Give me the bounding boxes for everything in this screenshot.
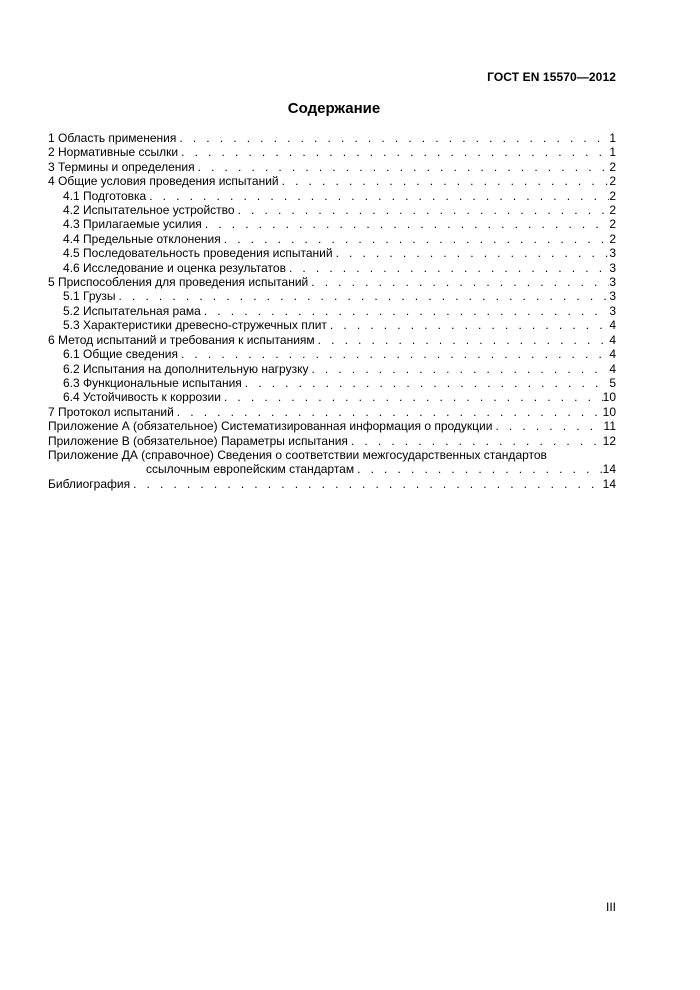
toc-entry-label: 4.2 Испытательное устройство (63, 203, 235, 218)
toc-entry-label: 4.6 Исследование и оценка результатов (63, 260, 286, 275)
toc-entry-label: 7 Протокол испытаний (48, 404, 174, 419)
toc-entry-annex-da-line1[interactable]: Приложение ДА (справочное) Сведения о соответствии межгосударственных стандартов (48, 447, 547, 462)
toc-entry[interactable] (48, 131, 616, 145)
toc-entry-page: 2 (609, 174, 616, 189)
toc-entry[interactable] (48, 217, 616, 231)
toc-dot-leader (333, 246, 610, 260)
toc-entry-label: 4.1 Подготовка (63, 188, 147, 203)
toc-dot-leader (146, 189, 609, 203)
toc-entry-label: 5.2 Испытательная рама (63, 303, 201, 318)
toc-entry-label: 3 Термины и определения (48, 159, 195, 174)
toc-entry-page: 3 (609, 275, 616, 290)
toc-entry-label: 1 Область применения (48, 131, 177, 145)
toc-dot-leader (308, 362, 609, 376)
toc-entry-page: 1 (609, 145, 616, 160)
toc-entry[interactable] (48, 376, 616, 390)
toc-entry-label: 4 Общие условия проведения испытаний (48, 174, 279, 189)
toc-entry-label: 4.4 Предельные отклонения (63, 231, 221, 246)
toc-dot-leader (235, 203, 610, 217)
toc-dot-leader (308, 275, 609, 289)
toc-entry[interactable] (48, 462, 616, 476)
toc-dot-leader (221, 390, 603, 404)
toc-entry-page: 1 (609, 131, 616, 145)
toc-entry-label: 6.3 Функциональные испытания (63, 375, 242, 390)
toc-entry[interactable] (48, 405, 616, 419)
toc-entry[interactable] (48, 145, 616, 159)
toc-entry-label: 4.5 Последовательность проведения испытаний (63, 246, 333, 261)
toc-entry[interactable] (48, 333, 616, 347)
toc-entry[interactable] (48, 232, 616, 246)
toc-entry-page: 2 (609, 159, 616, 174)
toc-entry-page: 2 (609, 188, 616, 203)
toc-entry-label: 5.1 Грузы (63, 289, 116, 304)
toc-entry-page: 3 (609, 246, 616, 261)
toc-entry-label: ссылочным европейским стандартам (146, 462, 355, 477)
toc-entry-label: 6.1 Общие сведения (63, 347, 178, 362)
toc-entry[interactable] (48, 160, 616, 174)
toc-dot-leader (178, 347, 609, 361)
toc-entry-page: 10 (602, 404, 616, 419)
toc-entry[interactable] (48, 304, 616, 318)
toc-entry[interactable] (48, 477, 616, 491)
toc-dot-leader (492, 419, 603, 433)
toc-entry[interactable] (48, 434, 616, 448)
toc-entry-page: 3 (609, 260, 616, 275)
toc-entry-page: 5 (609, 375, 616, 390)
toc-entry[interactable] (48, 289, 616, 303)
toc-entry[interactable] (48, 174, 616, 188)
toc-dot-leader (221, 232, 610, 246)
table-of-contents (48, 131, 616, 491)
toc-entry-label: 2 Нормативные ссылки (48, 145, 179, 160)
toc-entry[interactable] (48, 419, 616, 433)
toc-entry[interactable] (48, 347, 616, 361)
toc-entry-label: 4.3 Прилагаемые усилия (63, 217, 202, 232)
toc-entry-page: 4 (609, 347, 616, 362)
toc-entry[interactable] (48, 203, 616, 217)
toc-entry[interactable] (48, 189, 616, 203)
toc-entry-page: 10 (602, 390, 616, 405)
toc-entry[interactable] (48, 261, 616, 275)
toc-entry-page: 4 (609, 318, 616, 333)
toc-entry-page: 4 (609, 361, 616, 376)
toc-dot-leader (242, 376, 610, 390)
toc-dot-leader (201, 304, 609, 318)
toc-entry-label: 6.2 Испытания на дополнительную нагрузку (63, 361, 309, 376)
toc-entry-label: Приложение А (обязательное) Систематизированная информация о продукции (48, 419, 493, 434)
toc-dot-leader (202, 217, 610, 231)
toc-dot-leader (315, 333, 610, 347)
toc-entry-label: 5 Приспособления для проведения испытаний (48, 275, 309, 290)
document-code: ГОСТ EN 15570—2012 (487, 70, 616, 84)
toc-dot-leader (195, 160, 610, 174)
toc-entry-page: 3 (609, 289, 616, 304)
toc-entry-page: 11 (603, 419, 616, 434)
toc-dot-leader (327, 318, 609, 332)
toc-entry-page: 2 (609, 231, 616, 246)
toc-entry-label: 6 Метод испытаний и требования к испытаниям (48, 332, 315, 347)
toc-dot-leader (116, 289, 610, 303)
toc-entry[interactable] (48, 246, 616, 260)
toc-entry[interactable] (48, 390, 616, 404)
toc-entry-label: Библиография (48, 476, 131, 491)
toc-entry-page: 12 (602, 433, 616, 448)
toc-entry-page: 2 (609, 217, 616, 232)
toc-entry-page: 2 (609, 203, 616, 218)
toc-dot-leader (286, 261, 609, 275)
toc-entry[interactable] (48, 318, 616, 332)
toc-dot-leader (348, 434, 603, 448)
toc-entry[interactable] (48, 275, 616, 289)
toc-title: Содержание (287, 100, 381, 117)
toc-entry-label: 5.3 Характеристики древесно-стружечных плит (63, 318, 327, 333)
toc-entry-page: 4 (609, 332, 616, 347)
toc-entry-page: 3 (609, 303, 616, 318)
toc-dot-leader (354, 462, 603, 476)
toc-entry-page: 14 (602, 476, 616, 491)
toc-entry[interactable] (48, 362, 616, 376)
page-number: III (605, 900, 616, 914)
toc-entry-label: Приложение В (обязательное) Параметры испытания (48, 433, 348, 448)
toc-dot-leader (176, 131, 609, 145)
toc-entry-page: 14 (602, 462, 616, 477)
toc-entry-label: 6.4 Устойчивость к коррозии (63, 390, 221, 405)
toc-dot-leader (174, 405, 603, 419)
toc-dot-leader (130, 477, 603, 491)
toc-dot-leader (178, 145, 609, 159)
toc-dot-leader (279, 174, 610, 188)
